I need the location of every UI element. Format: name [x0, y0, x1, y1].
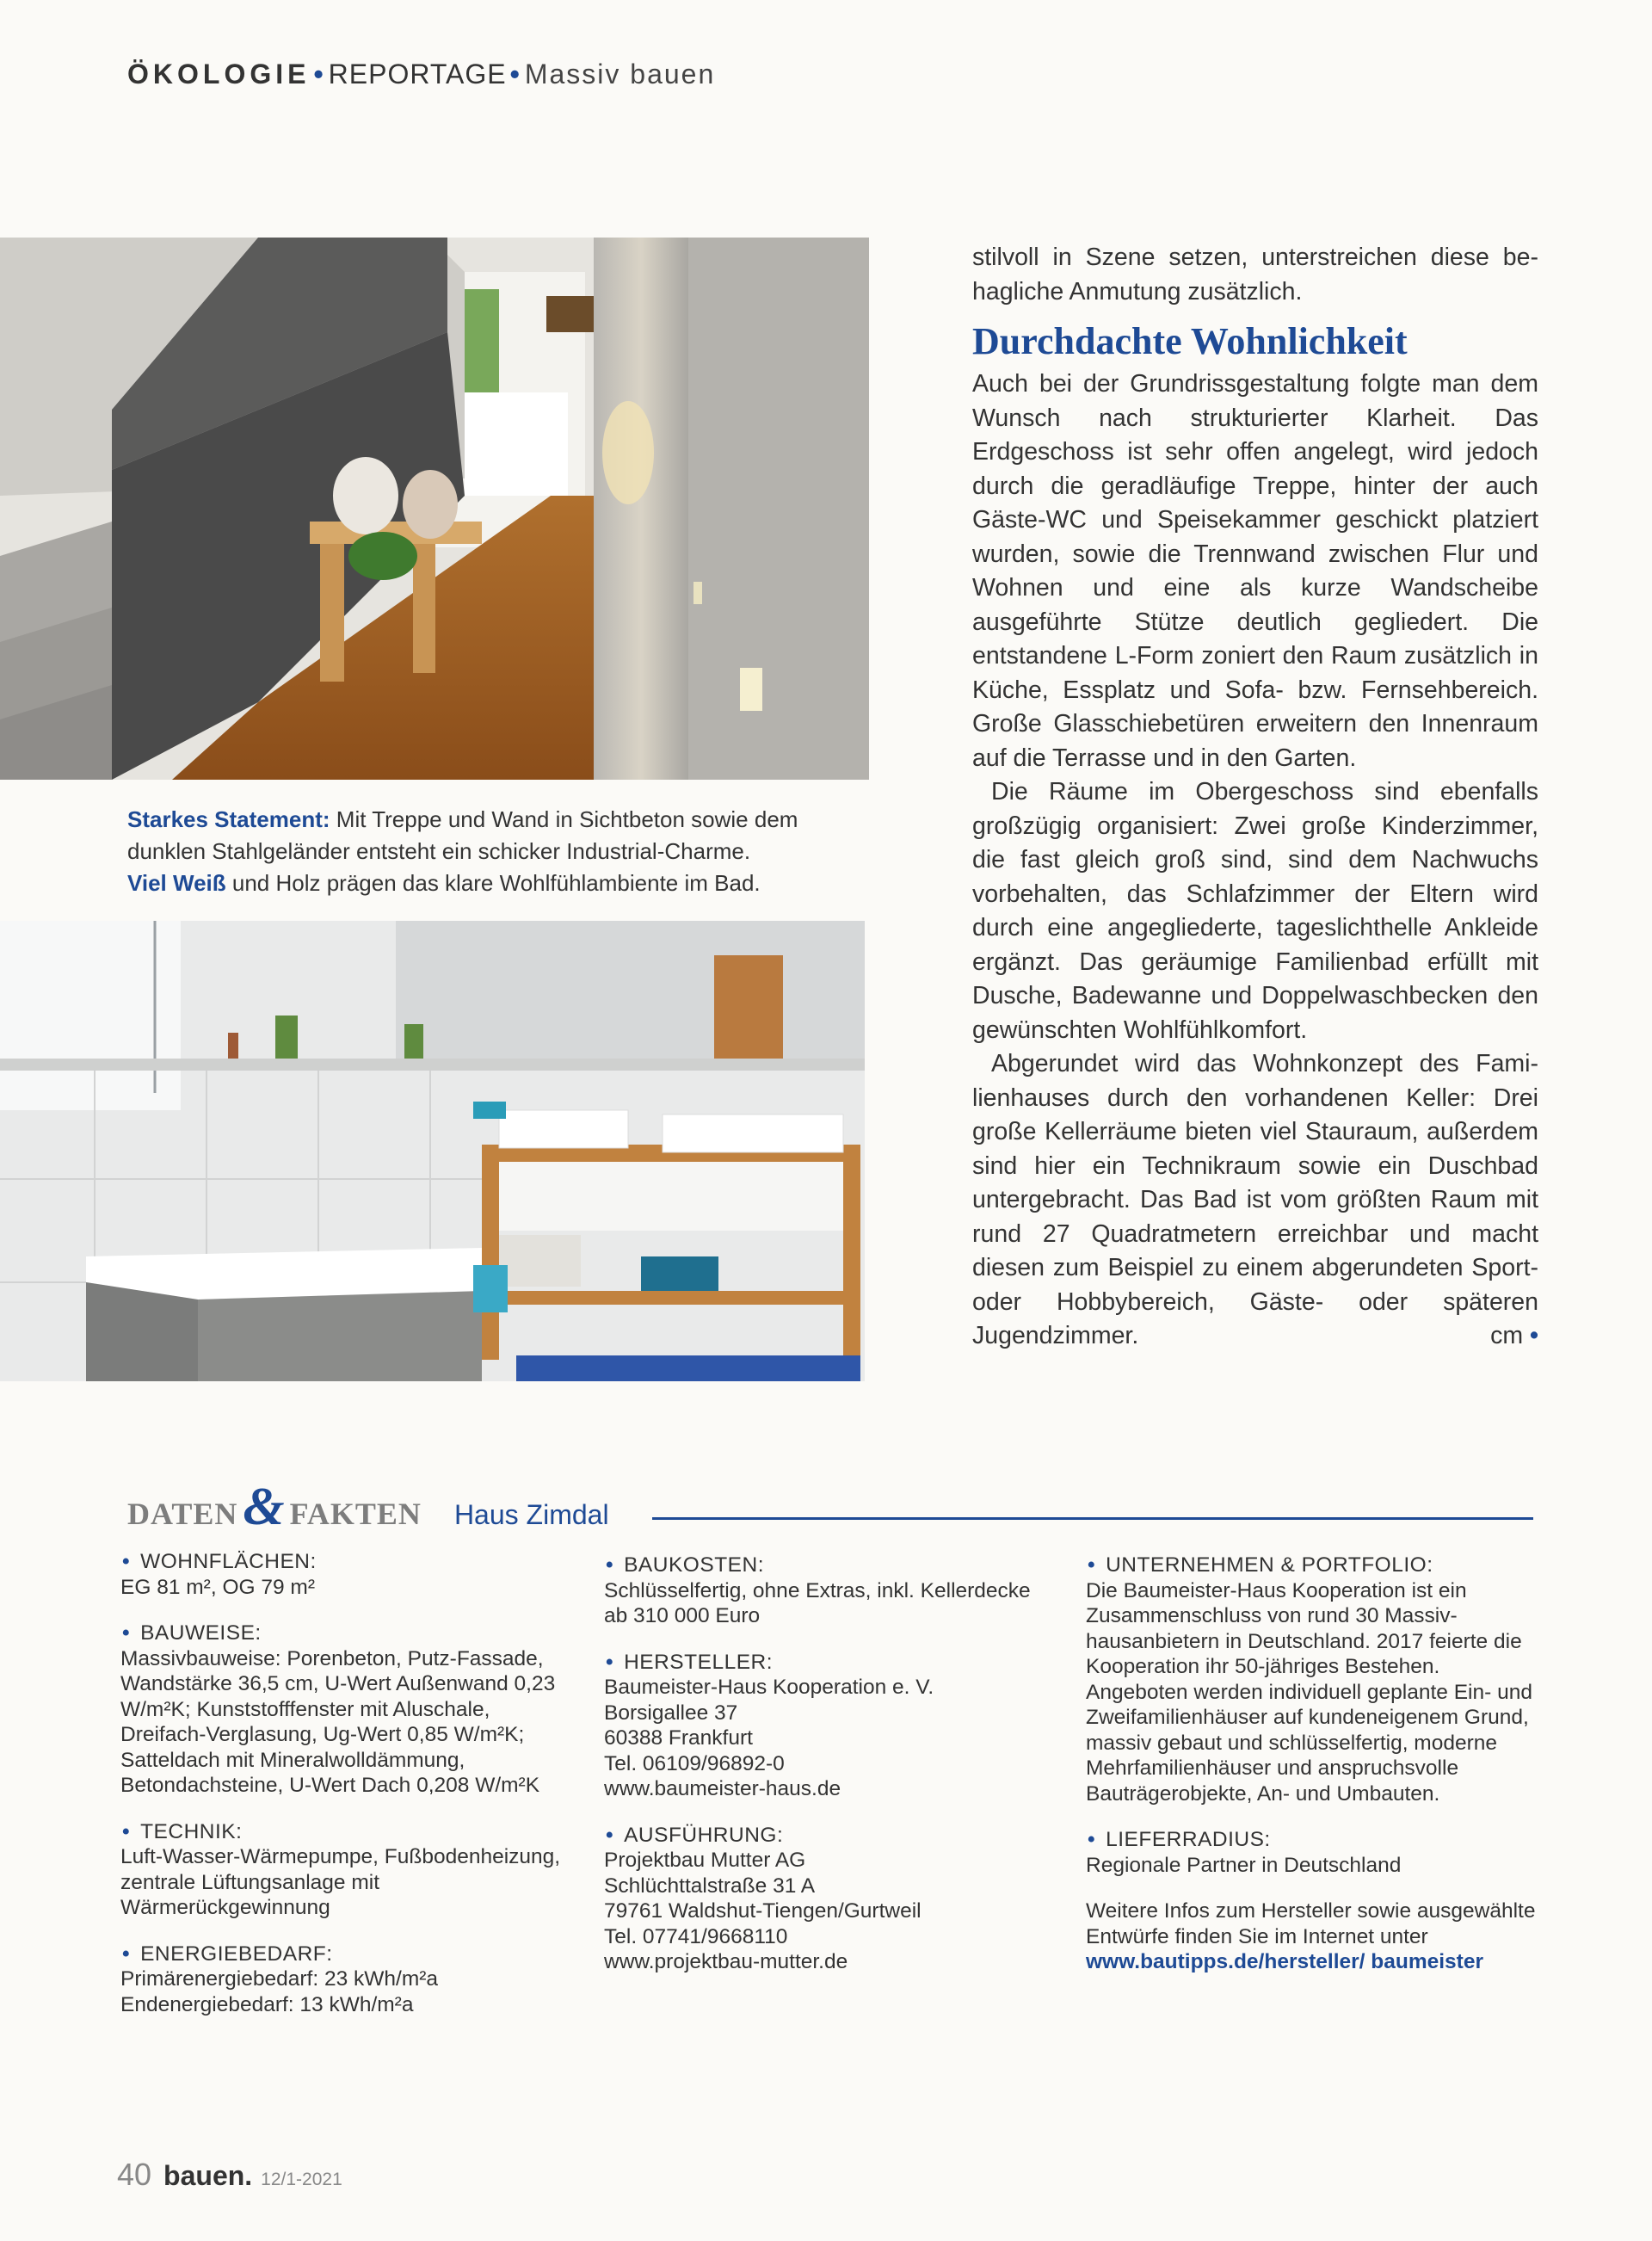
more-info-text: Weitere Infos zum Hersteller sowie ausgewählte Entwürfe finden Sie im Internet unter: [1086, 1899, 1536, 1948]
fact-text: Luft-Wasser-Wärmepumpe, Fußbodenheizung, zentrale Lüftungsanlage mit Wärmerückgewinnung: [120, 1845, 561, 1919]
article-paragraph-0: stilvoll in Szene setzen, unterstreichen diese behagliche Anmutung zusätzlich.: [972, 244, 1538, 306]
article-body: [972, 241, 1538, 1354]
end-mark: •: [1530, 1322, 1538, 1349]
category-label: REPORTAGE: [328, 59, 507, 90]
fact-text: Projektbau Mutter AG Schlüchttalstraße 31 A 79761 Waldshut-Tiengen/Gurtweil Tel. 07741/9668110 www.projektbau-mutter.de: [604, 1849, 922, 1973]
topic-label: Massiv bauen: [524, 59, 716, 90]
fact-text: Baumeister-Haus Kooperation e. V. Borsigallee 37 60388 Frankfurt Tel. 06109/96892-0 www.baumeister-haus.de: [604, 1676, 934, 1800]
facts-column-2: [604, 1553, 1051, 1996]
fact-text: Primärenergiebedarf: 23 kWh/m²a Endenergiebedarf: 13 kWh/m²a: [120, 1967, 439, 2016]
article-signoff: cm •: [1490, 1322, 1538, 1349]
caption-lead-1: Starkes Statement:: [127, 806, 330, 832]
photo-staircase-illustration: [0, 238, 869, 780]
facts-column-1: [120, 1549, 568, 2038]
fact-lieferradius: [1086, 1827, 1542, 1878]
section-label: ÖKOLOGIE: [127, 59, 311, 90]
article-paragraph-1: Auch bei der Grundrissgestaltung folgte man dem Wunsch nach strukturierter Klarheit. Das Erdgeschoss ist sehr offen angelegt, wird jedoch durch die geradläufige Treppe, hinter der auch Gäste-WC und Speisekammer geschickt platziert wurden, sowie die Trennwand zwischen Flur und Wohnen und eine als kurze Wandscheibe ausgeführte Stütze deutlich gegliedert. Die entstandene L-Form zoniert den Raum zusätzlich in Küche, Essplatz und Sofa- bzw. Fernsehbereich. Große Glasschiebetüren erweitern den Innenraum auf die Terrasse und in den Garten.: [972, 370, 1538, 772]
fact-energiebedarf: [120, 1942, 568, 2018]
fact-more-info: [1086, 1898, 1542, 1975]
fact-text: Die Baumeister-Haus Kooperation ist ein Zusammenschluss von rund 30 Massivhausanbietern in Deutschland. 2017 feierte die Kooperation ihr 50-jähriges Bestehen. Angeboten werden individuell geplante Ein- und Zweifamilienhäuser auf kundeneigenem Grund, massiv gebaut und schlüsselfertig, moderne Mehrfamilienhäuser und anspruchsvolle Bauträgerobjekte, An- und Umbauten.: [1086, 1578, 1532, 1806]
article-paragraph-3-text: Abgerundet wird das Wohnkonzept des Familienhauses durch den vorhandenen Keller: Drei große Kellerräume bieten viel Stauraum, außerdem sind hier ein Technikraum sowie ein Duschbad untergebracht. Das Bad ist vom größten Raum mit rund 27 Quadratmetern erreichbar und macht diesen zum Beispiel zu einem abgerundeten Sport- oder Hobbybereich, Gäste- oder späteren Jugendzimmer.: [972, 1050, 1538, 1349]
fact-label: • ENERGIEBEDARF:: [120, 1942, 568, 1967]
fact-bauweise: [120, 1621, 568, 1799]
fact-text: EG 81 m², OG 79 m²: [120, 1575, 315, 1599]
photo-bathroom: [0, 921, 865, 1381]
photo-bathroom-illustration: [0, 921, 865, 1381]
fact-technik: [120, 1819, 568, 1921]
facts-house-name: Haus Zimdal: [453, 1499, 609, 1530]
section-header: ÖKOLOGIE • REPORTAGE • Massiv bauen: [127, 59, 716, 90]
fact-label: • HERSTELLER:: [604, 1650, 1051, 1676]
fact-label: • LIEFERRADIUS:: [1086, 1827, 1542, 1853]
fact-label: • BAUKOSTEN:: [604, 1553, 1051, 1578]
fact-hersteller: [604, 1650, 1051, 1802]
fact-unternehmen: [1086, 1553, 1542, 1806]
photo-caption: [127, 804, 876, 899]
fact-text: Schlüsselfertig, ohne Extras, inkl. Kellerdecke ab 310 000 Euro: [604, 1578, 1031, 1627]
fact-text: Massivbauweise: Porenbeton, Putz-Fassade, Wandstärke 36,5 cm, U-Wert Außenwand 0,23 W/m²K; Kunststofffenster mit Aluschale, Dreifach-Verglasung, Ug-Wert 0,85 W/m²K; Satteldach mit Mineralwolldämmung, Betondachsteine, U-Wert Dach 0,208 W/m²K: [120, 1646, 556, 1797]
fact-label: • BAUWEISE:: [120, 1621, 568, 1646]
issue-number: 12/1-2021: [261, 2170, 342, 2189]
article-paragraph-2: Die Räume im Obergeschoss sind ebenfalls großzügig organisiert: Zwei große Kinderzimmer, die fast gleich groß sind, sind dem Nachwuchs vorbehalten, das Schlafzimmer der Eltern wird durch eine angegliederte, tageslichthelle Ankleide ergänzt. Das geräumige Familienbad erfüllt mit Dusche, Badewanne und Doppelwaschbecken den gewünschten Wohlfühlkomfort.: [972, 778, 1538, 1044]
fact-label: • AUSFÜHRUNG:: [604, 1823, 1051, 1849]
caption-text-1: Mit Treppe und Wand in Sichtbeton sowie dem dunklen Stahlgeländer entsteht ein schicker Industrial-Charme.: [127, 806, 798, 864]
facts-column-3: [1086, 1553, 1542, 1996]
fact-label: • UNTERNEHMEN & PORTFOLIO:: [1086, 1553, 1542, 1578]
caption-lead-2: Viel Weiß: [127, 870, 226, 896]
article-heading: Durchdachte Wohnlichkeit: [972, 320, 1408, 362]
fact-label: • WOHNFLÄCHEN:: [120, 1549, 568, 1575]
photo-staircase: [0, 238, 869, 780]
page-number: 40: [117, 2157, 152, 2192]
fact-text: Regionale Partner in Deutschland: [1086, 1853, 1402, 1877]
article-paragraph-3: [972, 1047, 1538, 1354]
fact-baukosten: [604, 1553, 1051, 1629]
magazine-name: bauen.: [163, 2160, 253, 2191]
fact-ausfuehrung: [604, 1823, 1051, 1975]
page-footer: [117, 2157, 342, 2193]
fact-wohnflaechen: [120, 1549, 568, 1600]
caption-text-2: und Holz prägen das klare Wohlfühlambiente im Bad.: [231, 870, 761, 896]
facts-title-ampersand: &: [243, 1478, 285, 1536]
facts-title: [127, 1477, 609, 1538]
facts-title-daten: DATEN: [127, 1497, 238, 1531]
facts-title-rule: [652, 1517, 1533, 1520]
more-info-link[interactable]: www.bautipps.de/hersteller/ baumeister: [1086, 1950, 1483, 1973]
facts-title-fakten: FAKTEN: [289, 1497, 422, 1531]
fact-label: • TECHNIK:: [120, 1819, 568, 1845]
